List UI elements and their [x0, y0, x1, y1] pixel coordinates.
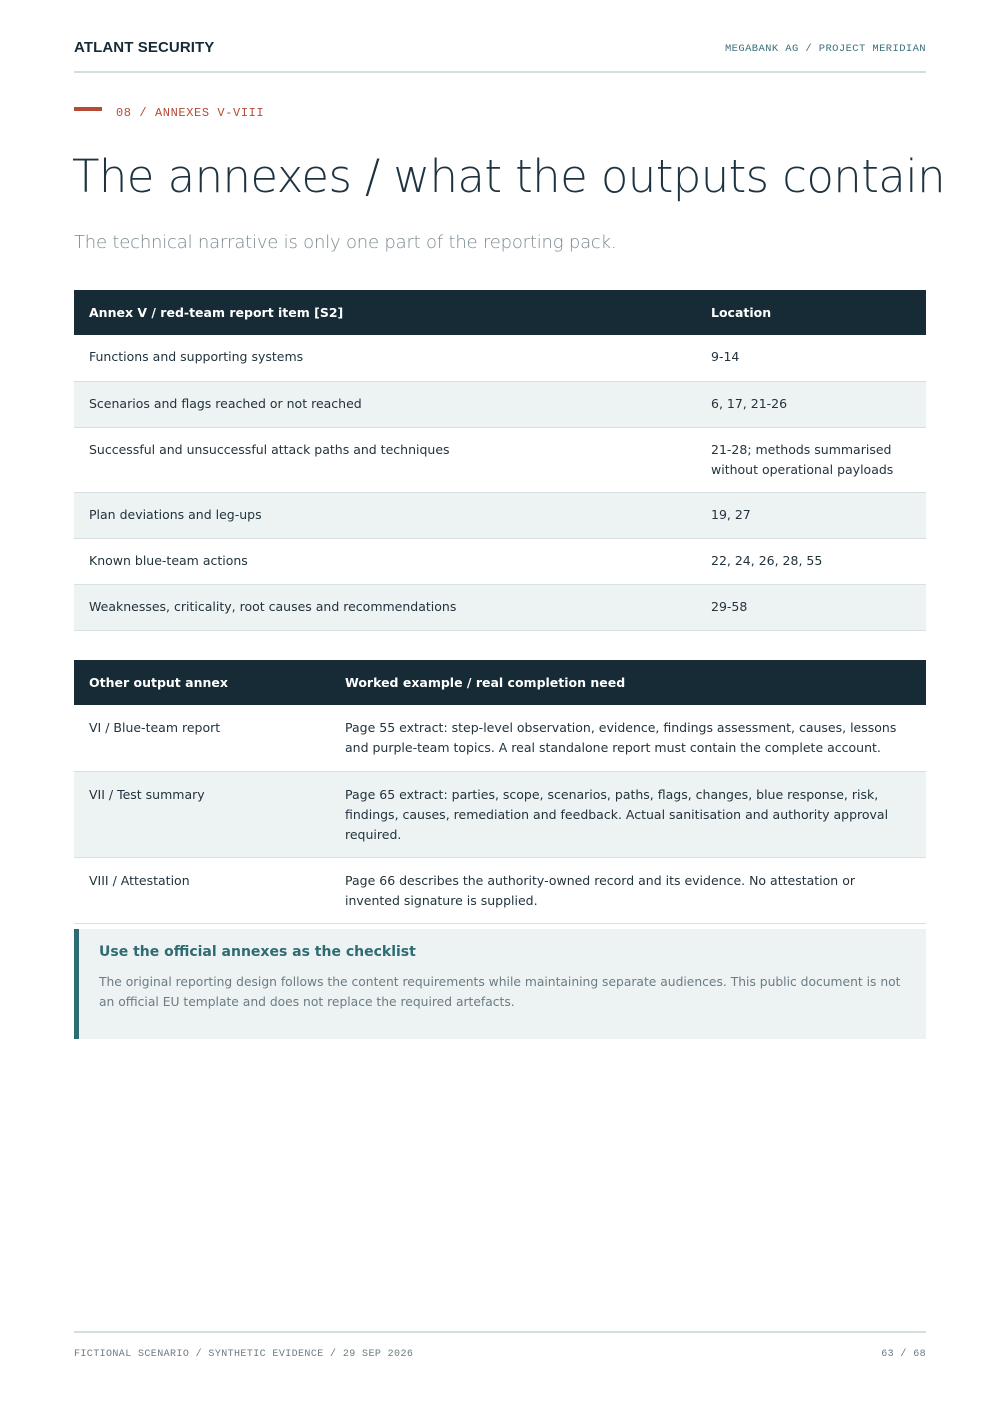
- section-accent-bar: [74, 107, 102, 111]
- table-cell: 22, 24, 26, 28, 55: [696, 538, 926, 584]
- section-tag: [74, 106, 264, 120]
- page-lead: The technical narrative is only one part of the reporting pack.: [74, 232, 617, 253]
- table-row: [74, 381, 926, 427]
- footer-disclaimer: FICTIONAL SCENARIO / SYNTHETIC EVIDENCE / 29 SEP 2026: [74, 1349, 414, 1360]
- page-number: 63 / 68: [881, 1349, 926, 1360]
- table-cell: Scenarios and flags reached or not reached: [74, 381, 696, 427]
- other-annex-table: [74, 660, 926, 924]
- client-project: MEGABANK AG / PROJECT MERIDIAN: [724, 43, 926, 55]
- table-cell: 29-58: [696, 584, 926, 630]
- table-cell: 9-14: [696, 335, 926, 381]
- table-cell: Page 66 describes the authority-owned record and its evidence. No attestation or invented signature is supplied.: [330, 857, 926, 923]
- checklist-callout: [74, 929, 926, 1039]
- page-footer: [74, 1331, 926, 1360]
- table-row: [74, 857, 926, 923]
- table-row: [74, 492, 926, 538]
- table-header-row: [74, 660, 926, 705]
- column-header: Location: [696, 290, 926, 335]
- brand-name: ATLANT SECURITY: [74, 39, 215, 56]
- column-header: Other output annex: [74, 660, 330, 705]
- table-row: [74, 584, 926, 630]
- table-row: [74, 427, 926, 492]
- table-cell: 21-28; methods summarised without operational payloads: [696, 427, 926, 492]
- table-cell: Page 55 extract: step-level observation, evidence, findings assessment, causes, lessons and purple-team topics. A real standalone report must contain the complete account.: [330, 705, 926, 771]
- column-header: Worked example / real completion need: [330, 660, 926, 705]
- table-row: [74, 335, 926, 381]
- section-tag-label: 08 / ANNEXES V-VIII: [116, 106, 265, 120]
- table-row: [74, 705, 926, 771]
- page-header: [74, 0, 926, 73]
- callout-title: Use the official annexes as the checklist: [99, 944, 416, 960]
- table-cell: Weaknesses, criticality, root causes and recommendations: [74, 584, 696, 630]
- table-cell: VI / Blue-team report: [74, 705, 330, 771]
- table-cell: VII / Test summary: [74, 771, 330, 857]
- table-cell: Successful and unsuccessful attack paths and techniques: [74, 427, 696, 492]
- table-row: [74, 538, 926, 584]
- table-cell: 19, 27: [696, 492, 926, 538]
- table-cell: Known blue-team actions: [74, 538, 696, 584]
- table-cell: 6, 17, 21-26: [696, 381, 926, 427]
- table-cell: Functions and supporting systems: [74, 335, 696, 381]
- table-row: [74, 771, 926, 857]
- table-cell: VIII / Attestation: [74, 857, 330, 923]
- table-cell: Page 65 extract: parties, scope, scenarios, paths, flags, changes, blue response, risk, findings, causes, remediation and feedback. Actual sanitisation and authority approval required.: [330, 771, 926, 857]
- annex-v-table: [74, 290, 926, 631]
- table-cell: Plan deviations and leg-ups: [74, 492, 696, 538]
- page-title: The annexes / what the outputs contain: [72, 150, 946, 203]
- callout-body: The original reporting design follows the content requirements while maintaining separate audiences. This public document is not an official EU template and does not replace the required artefacts.: [99, 975, 901, 1009]
- table-header-row: [74, 290, 926, 335]
- column-header: Annex V / red-team report item [S2]: [74, 290, 696, 335]
